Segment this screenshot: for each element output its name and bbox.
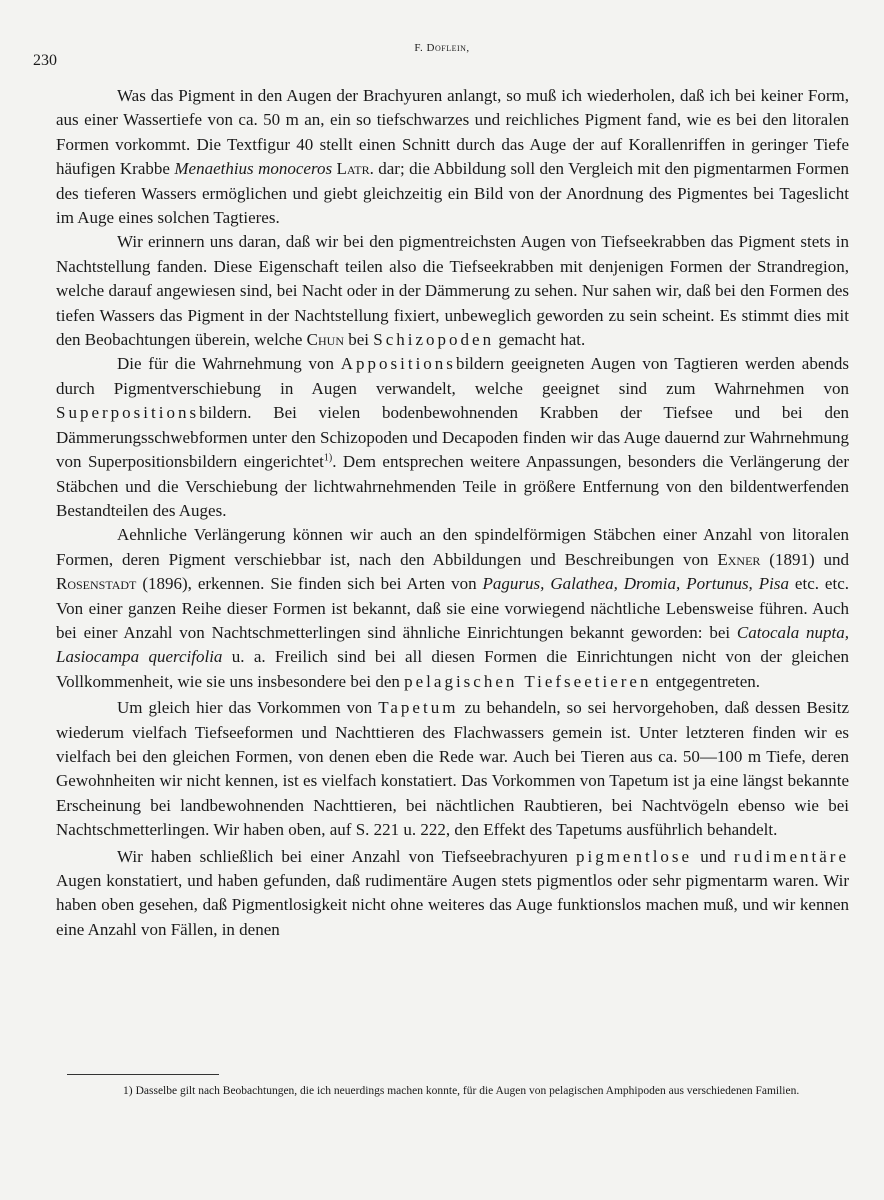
text-run: u. a. Freilich sind bei all diesen Formen die Einrichtungen nicht von der gleichen Vollkommenheit, wie sie uns insbesondere bei den: [56, 647, 849, 691]
text-run: und: [692, 846, 734, 866]
running-head: F. Doflein,: [414, 42, 470, 54]
text-run: bei: [344, 330, 374, 350]
text-run: Die für die Wahrnehmung von: [117, 354, 341, 374]
text-run: bildern. Bei vielen bodenbewohnenden Krabben der Tiefsee und bei den Dämmerungsschwebformen unter den Schizopoden und Decapoden finden wir das Auge dauernd zur Wahrnehmung von Superpositionsbildern eingerichtet: [56, 403, 849, 472]
italic-text: Catocala nupta, Lasiocampa quercifolia: [56, 622, 849, 667]
small-caps-name: Latr.: [336, 159, 374, 179]
spaced-emphasis: Superpositions: [56, 403, 200, 423]
paragraph: [56, 696, 849, 842]
spaced-emphasis: rudimentäre: [733, 846, 849, 866]
text-run: Um gleich hier das Vorkommen von: [117, 698, 379, 718]
paragraph: [56, 230, 849, 352]
text-run: etc. etc. Von einer ganzen Reihe dieser Formen ist bekannt, daß sie eine vorwiegend nächtliche Lebensweise führen. Auch bei einer Anzahl von Nachtschmetterlingen sind ähnliche Einrichtungen bekannt geworden: bei: [56, 574, 849, 642]
paragraph: [56, 84, 849, 230]
text-run: Wir erinnern uns daran, daß wir bei den pigmentreichsten Augen von Tiefseekrabben das Pigment stets in Nachtstellung fanden. Diese Eigenschaft teilen also die Tiefseekrabben mit denjenigen Formen der Strandregion, welche darauf angewiesen sind, bei Nacht oder in der Dämmerung zu sehen. Nur sahen wir, daß bei den Formen des tiefen Wassers das Pigment in der Nachtstellung fixiert, unbeweglich geworden zu sein scheint. Es stimmt dies mit den Beobachtungen überein, welche: [56, 232, 849, 350]
small-caps-name: Rosenstadt: [56, 574, 137, 594]
page-header: [0, 40, 884, 69]
text-run: (1891) und: [760, 549, 849, 569]
text-run: . Dem entsprechen weitere Anpassungen, besonders die Verlängerung der Stäbchen und die Verschiebung der lichtwahrnehmenden Teile in größere Entfernung von den bildentwerfenden Bestandteilen des Auges.: [56, 452, 850, 520]
text-run: dar; die Abbildung soll den Vergleich mit den pigmentarmen Formen des tieferen Wassers ermöglichen und giebt gleichzeitig ein Bild von der Anordnung des Pigmentes bei Tageslicht im Auge eines solchen Tagtieres.: [56, 159, 849, 228]
text-run: zu behandeln, so sei hervorgehoben, daß dessen Besitz wiederum vielfach Tiefseeformen und Nachttieren des Flachwassers gemein ist. Unter letzteren finden wir es vielfach bei den gleichen Formen, von denen eben die Rede war. Auch bei Tieren aus ca. 50—100 m Tiefe, deren Gewohnheiten wir nicht kennen, ist es vielfach konstatiert. Das Vorkommen von Tapetum ist ja eine längst bekannte Erscheinung bei landbewohnenden Nachttieren, bei nächtlichen Raubtieren, bei Nachtvögeln ebenso wie bei Nachtschmetterlingen. Wir haben oben, auf S. 221 u. 222, den Effekt des Tapetums ausführlich behandelt.: [56, 698, 849, 840]
spaced-emphasis: Appositions: [340, 354, 456, 374]
text-run: Augen konstatiert, und haben gefunden, daß rudimentäre Augen stets pigmentlos oder sehr pigmentarm waren. Wir haben oben gesehen, daß Pigmentlosigkeit nicht ohne weiteres das Auge funktionslos machen muß, und wir kennen eine Anzahl von Fällen, in denen: [56, 871, 849, 939]
small-caps-name: Chun: [306, 330, 344, 350]
text-run: (1896), erkennen. Sie finden sich bei Arten von: [136, 574, 483, 594]
spaced-emphasis: pelagischen Tiefseetieren: [404, 671, 652, 691]
paragraph: [56, 845, 849, 943]
footnote-text: Dasselbe gilt nach Beobachtungen, die ich neuerdings machen konnte, für die Augen von pelagischen Amphipoden aus verschiedenen Familien.: [135, 1085, 800, 1097]
text-run: bildern geeigneten Augen von Tagtieren werden abends durch Pigmentverschiebung in Augen verwandelt, welche geeignet sind zum Wahrnehmen von: [56, 354, 849, 398]
footnote-divider: [67, 1074, 219, 1075]
spaced-emphasis: pigmentlose: [575, 846, 693, 866]
body-text: [56, 84, 849, 942]
paragraph: [56, 352, 849, 523]
small-caps-name: Exner: [717, 549, 761, 569]
footnote: [68, 1082, 851, 1100]
text-run: Wir haben schließlich bei einer Anzahl von Tiefseebrachyuren: [117, 846, 576, 866]
footnote-marker: 1): [123, 1085, 133, 1097]
text-run: Was das Pigment in den Augen der Brachyuren anlangt, so muß ich wiederholen, daß ich bei keiner Form, aus einer Wassertiefe von ca. 50 m an, ein so tiefschwarzes und reichliches Pigment fand, wie es bei den litoralen Formen vorkommt. Die Textfigur 40 stellt einen Schnitt durch das Auge der auf Korallenriffen in geringer Tiefe häufigen Krabbe: [56, 86, 849, 179]
page-number: 230: [33, 52, 57, 69]
footnote-reference: 1): [323, 452, 333, 464]
text-run: Aehnliche Verlängerung können wir auch an den spindelförmigen Stäbchen einer Anzahl von litoralen Formen, deren Pigment verschiebbar ist, nach den Abbildungen und Beschreibungen von: [56, 525, 849, 569]
spaced-emphasis: Schizopoden: [373, 330, 495, 350]
text-run: entgegentreten.: [651, 671, 761, 691]
spaced-emphasis: Tapetum: [378, 698, 459, 718]
italic-text: Pagurus, Galathea, Dromia, Portunus, Pisa: [482, 574, 789, 594]
text-run: gemacht hat.: [494, 330, 586, 350]
paragraph: [56, 523, 849, 694]
italic-text: Menaethius monoceros: [174, 159, 333, 179]
